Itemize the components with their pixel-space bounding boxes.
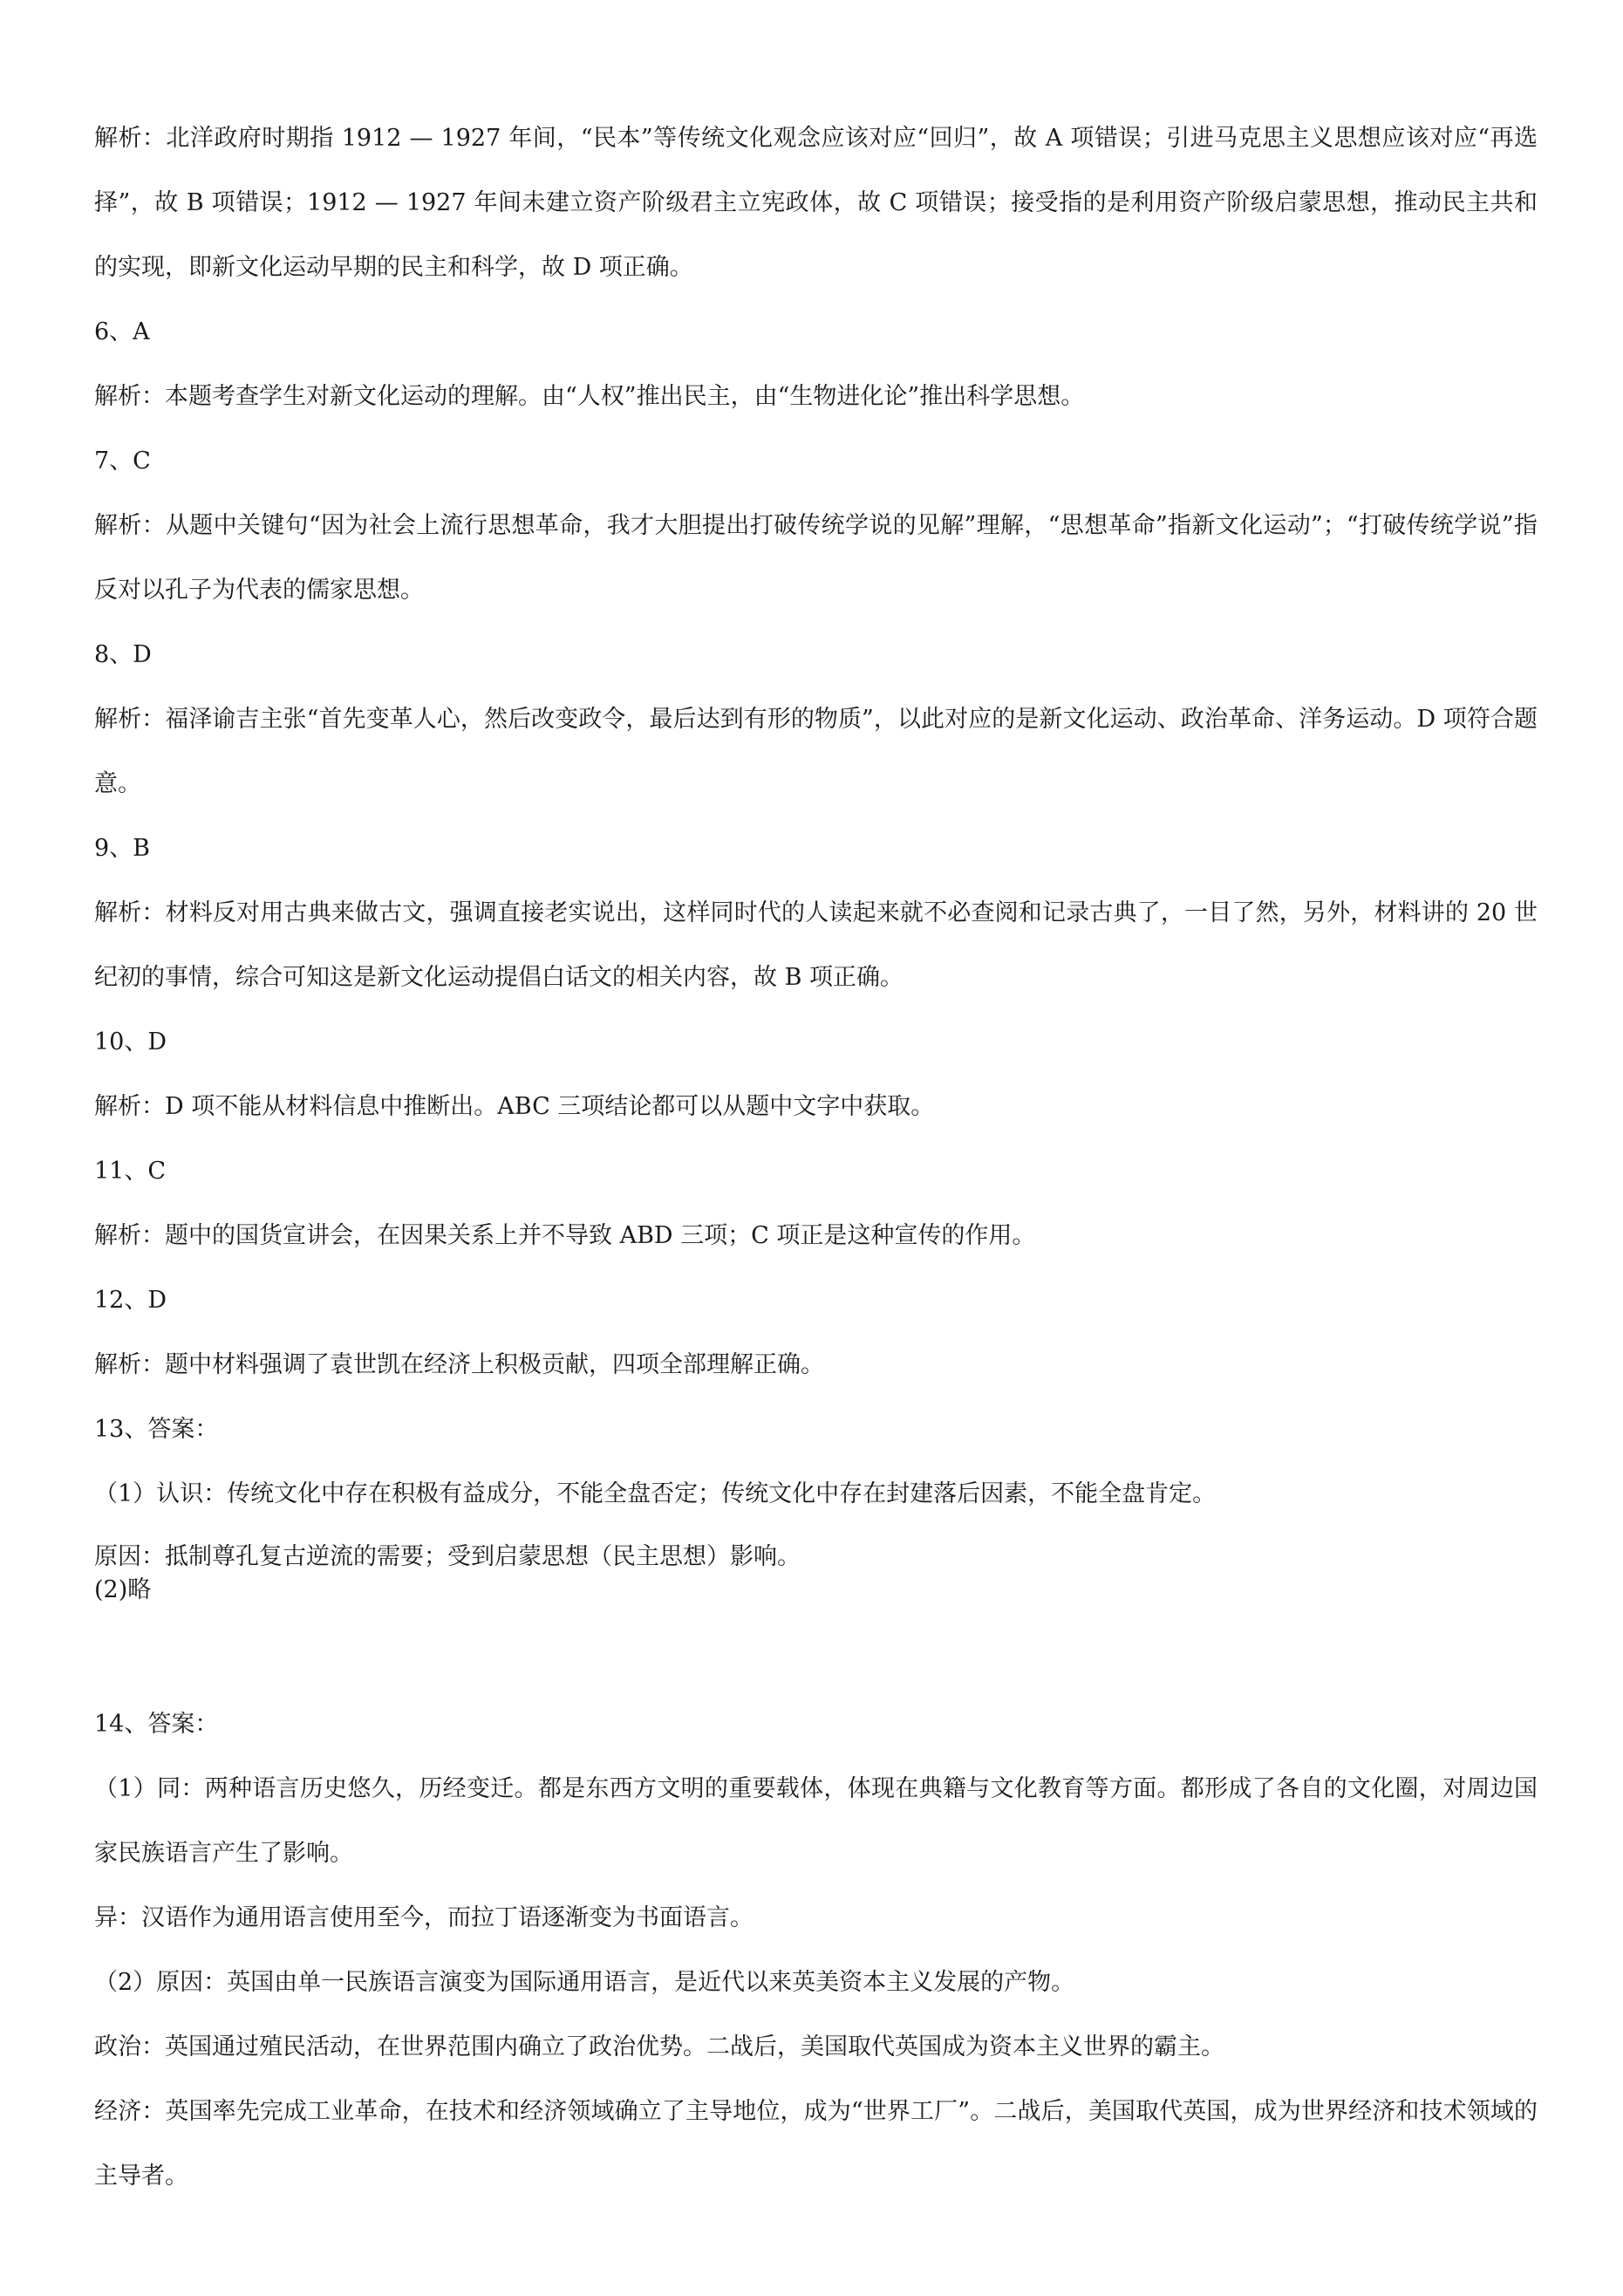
explanation-q9: 解析：材料反对用古典来做古文，强调直接老实说出，这样同时代的人读起来就不必查阅和记录古典了，一目了然，另外，材料讲的 20 世纪初的事情，综合可知这是新文化运动提倡白话文的相关内容，故 B 项正确。 [94,899,1538,991]
answer-q8: 8、D [94,641,152,668]
explanation-q12: 解析：题中材料强调了袁世凯在经济上积极贡献，四项全部理解正确。 [94,1351,824,1378]
answer-q13-heading: 13、答案： [94,1416,219,1443]
answer-q14-politics: 政治：英国通过殖民活动，在世界范围内确立了政治优势。二战后，美国取代英国成为资本主义世界的霸主。 [94,2033,1224,2060]
answer-q13-part2: (2)略 [94,1576,152,1603]
answer-q9: 9、B [94,835,151,862]
answer-q7: 7、C [94,448,151,475]
answer-q11: 11、C [94,1158,167,1185]
answer-q14-part1-same: （1）同：两种语言历史悠久，历经变迁。都是东西方文明的重要载体，体现在典籍与文化教育等方面。都形成了各自的文化圈，对周边国家民族语言产生了影响。 [94,1775,1538,1867]
answer-q13-part1: （1）认识：传统文化中存在积极有益成分，不能全盘否定；传统文化中存在封建落后因素，不能全盘肯定。 [94,1480,1217,1507]
answer-q14-economy: 经济：英国率先完成工业革命，在技术和经济领域确立了主导地位，成为“世界工厂”。二战后，美国取代英国，成为世界经济和技术领域的主导者。 [94,2098,1538,2190]
answer-q12: 12、D [94,1287,167,1314]
answer-q14-part2-reason: （2）原因：英国由单一民族语言演变为国际通用语言，是近代以来英美资本主义发展的产物。 [94,1969,1075,1996]
explanation-q8: 解析：福泽谕吉主张“首先变革人心，然后改变政令，最后达到有形的物质”，以此对应的是新文化运动、政治革命、洋务运动。D 项符合题意。 [94,706,1538,797]
explanation-q11: 解析：题中的国货宣讲会，在因果关系上并不导致 ABD 三项；C 项正是这种宣传的作用。 [94,1222,1036,1249]
spacer [94,1607,1538,1692]
document-page [94,106,1538,2209]
explanation-q7: 解析：从题中关键句“因为社会上流行思想革命，我才大胆提出打破传统学说的见解”理解，“思想革命”指新文化运动”；“打破传统学说”指反对以孔子为代表的儒家思想。 [94,512,1538,604]
answer-q13-reason: 原因：抵制尊孔复古逆流的需要；受到启蒙思想（民主思想）影响。 [94,1543,801,1570]
explanation-q6: 解析：本题考查学生对新文化运动的理解。由“人权”推出民主，由“生物进化论”推出科学思想。 [94,383,1085,410]
explanation-q5: 解析：北洋政府时期指 1912 — 1927 年间，“民本”等传统文化观念应该对应“回归”，故 A 项错误；引进马克思主义思想应该对应“再选择”，故 B 项错误；1912 — 1927 年间未建立资产阶级君主立宪政体，故 C 项错误；接受指的是利用资产阶级启蒙思想，推动民主共和的实现，即新文化运动早期的民主和科学，故 D 项正确。 [94,125,1538,281]
answer-q10: 10、D [94,1028,167,1056]
explanation-q10: 解析：D 项不能从材料信息中推断出。ABC 三项结论都可以从题中文字中获取。 [94,1093,935,1120]
spacer [94,1527,1538,1541]
answer-q14-part1-diff: 异：汉语作为通用语言使用至今，而拉丁语逐渐变为书面语言。 [94,1904,754,1931]
answer-q14-heading: 14、答案： [94,1711,219,1738]
answer-q6: 6、A [94,318,150,345]
